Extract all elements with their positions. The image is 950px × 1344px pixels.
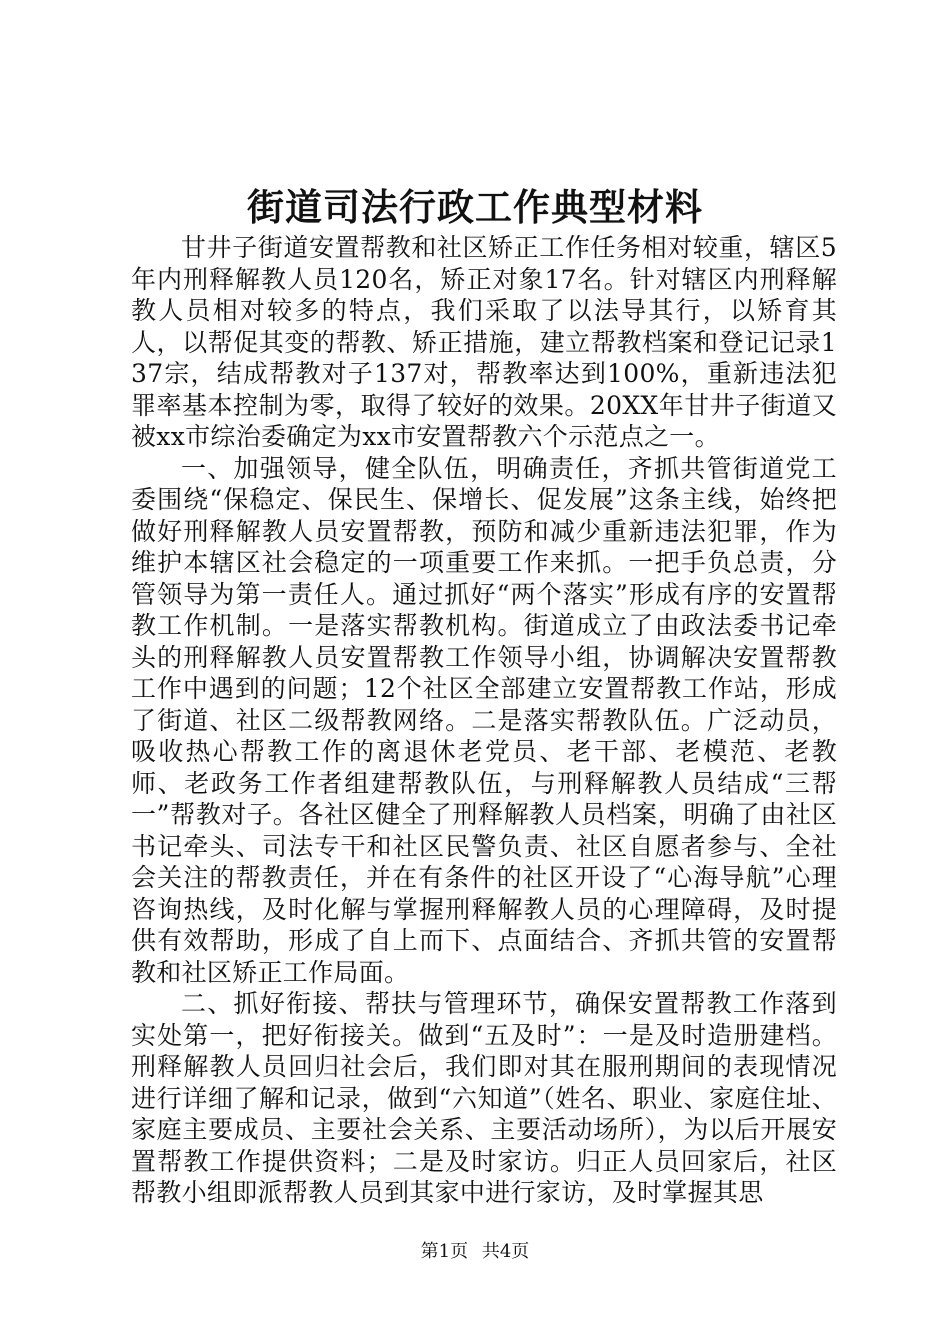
paragraph-intro: 甘井子街道安置帮教和社区矫正工作任务相对较重，辖区5年内刑释解教人员120名，矫正对象17名。针对辖区内刑释解教人员相对较多的特点，我们采取了以法导其行，以矫育其人，以帮促其变的帮教、矫正措施，建立帮教档案和登记记录137宗，结成帮教对子137对，帮教率达到100%，重新违法犯罪率基本控制为零，取得了较好的效果。20XX年甘井子街道又被xx市综治委确定为xx市安置帮教六个示范点之一。	[131, 233, 837, 451]
document-title: 街道司法行政工作典型材料	[247, 185, 703, 229]
paragraph-section-1: 一、加强领导，健全队伍，明确责任，齐抓共管街道党工委围绕“保稳定、保民生、保增长、促发展”这条主线，始终把做好刑释解教人员安置帮教，预防和减少重新违法犯罪，作为维护本辖区社会稳定的一项重要工作来抓。一把手负总责，分管领导为第一责任人。通过抓好“两个落实”形成有序的安置帮教工作机制。一是落实帮教机构。街道成立了由政法委书记牵头的刑释解教人员安置帮教工作领导小组，协调解决安置帮教工作中遇到的问题；12个社区全部建立安置帮教工作站，形成了街道、社区二级帮教网络。二是落实帮教队伍。广泛动员，吸收热心帮教工作的离退休老党员、老干部、老模范、老教师、老政务工作者组建帮教队伍，与刑释解教人员结成“三帮一”帮教对子。各社区健全了刑释解教人员档案，明确了由社区书记牵头、司法专干和社区民警负责、社区自愿者参与、全社会关注的帮教责任，并在有条件的社区开设了“心海导航”心理咨询热线，及时化解与掌握刑释解教人员的心理障碍，及时提供有效帮助，形成了自上而下、点面结合、齐抓共管的安置帮教和社区矫正工作局面。	[131, 453, 837, 987]
page-footer	[0, 1240, 950, 1264]
document-body	[131, 232, 837, 1209]
page-total: 共4页	[481, 1241, 530, 1262]
page-number: 第1页	[420, 1241, 469, 1262]
paragraph-section-2: 二、抓好衔接、帮扶与管理环节，确保安置帮教工作落到实处第一，把好衔接关。做到“五及时”：一是及时造册建档。刑释解教人员回归社会后，我们即对其在服刑期间的表现情况进行详细了解和记录，做到“六知道”（姓名、职业、家庭住址、家庭主要成员、主要社会关系、主要活动场所），为以后开展安置帮教工作提供资料；二是及时家访。归正人员回家后，社区帮教小组即派帮教人员到其家中进行家访，及时掌握其思	[131, 989, 837, 1207]
